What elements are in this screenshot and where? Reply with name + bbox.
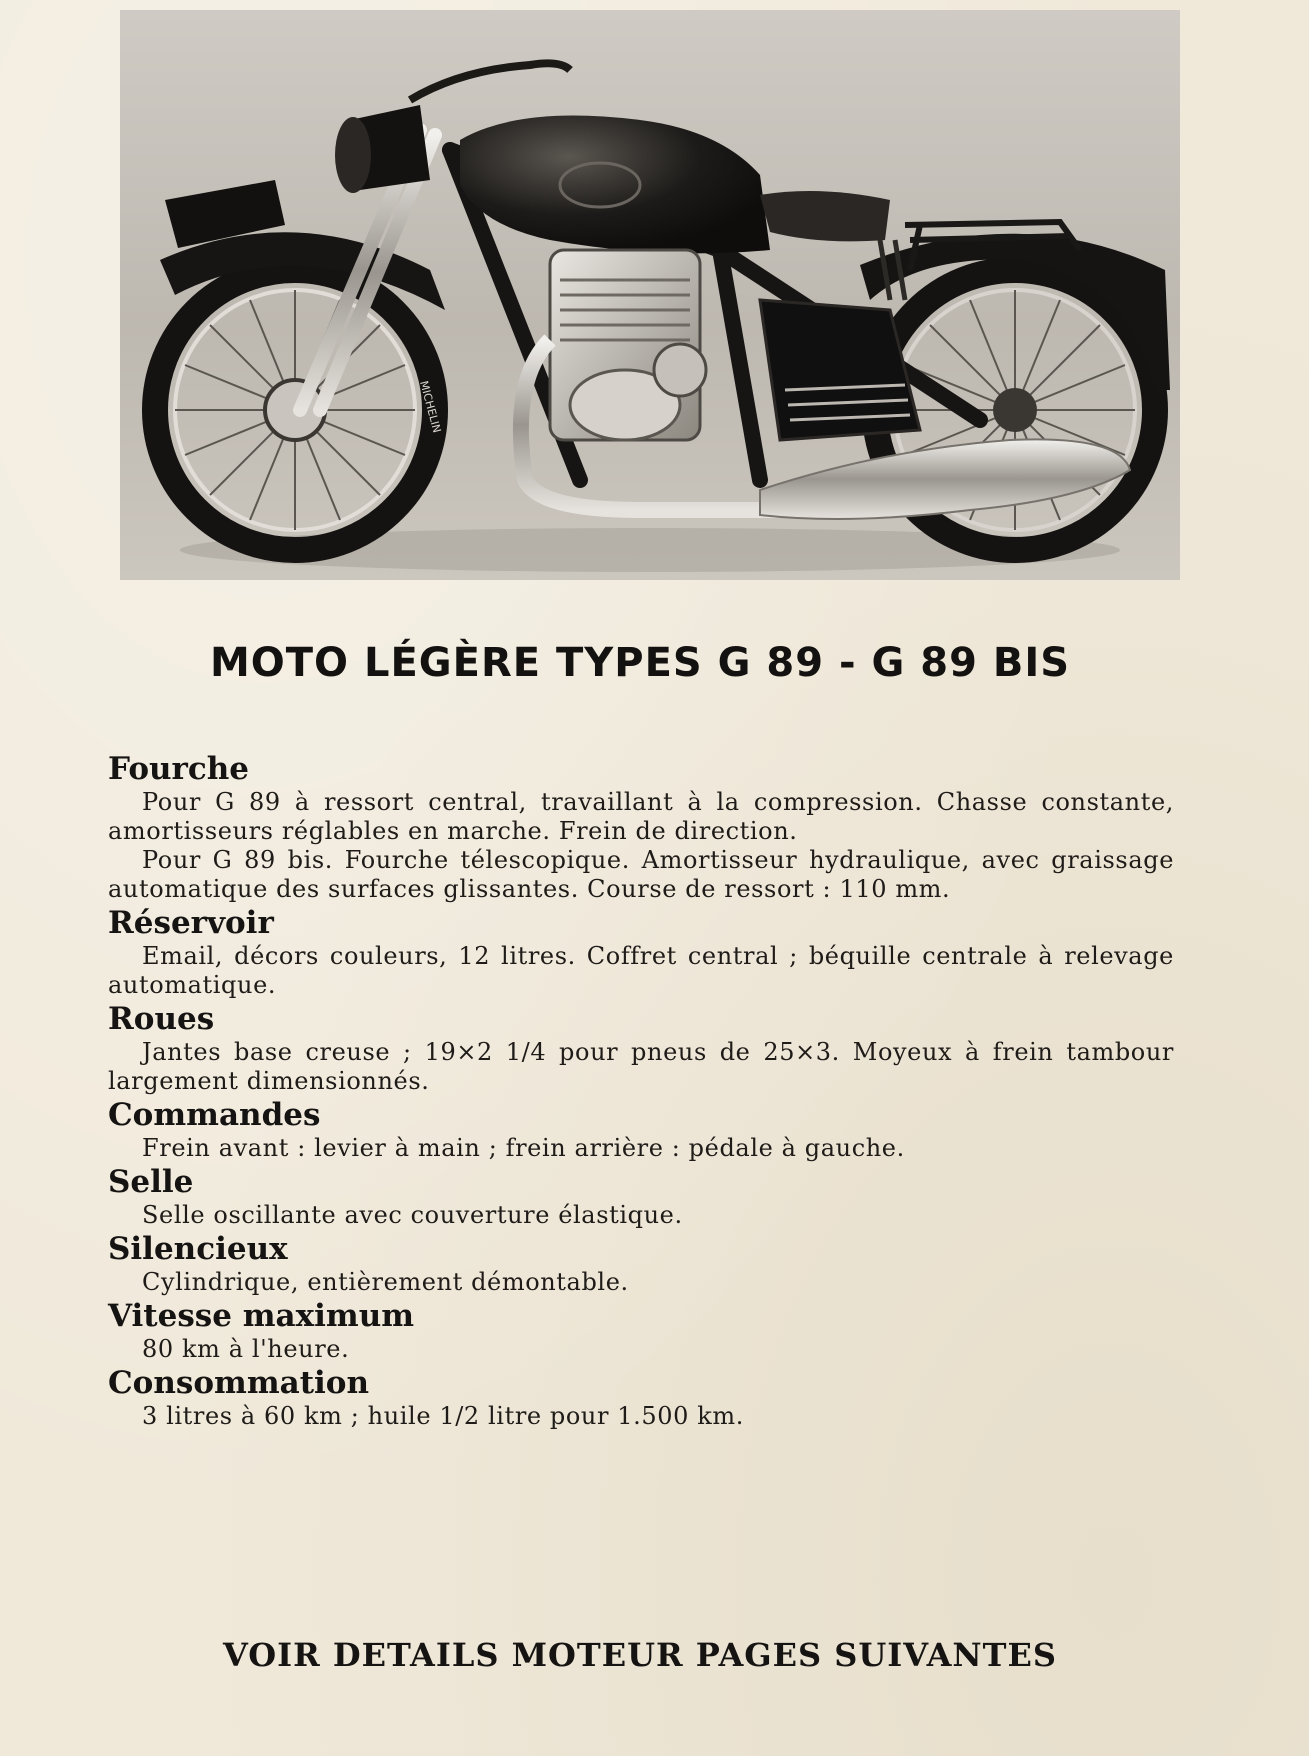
spec-section-roues — [108, 1000, 1174, 1096]
spec-text: 80 km à l'heure. — [142, 1335, 350, 1363]
spec-heading: Roues — [108, 1001, 215, 1037]
spec-section-selle — [108, 1163, 1174, 1230]
spec-section-vitesse — [108, 1297, 1174, 1364]
headlamp — [335, 105, 430, 193]
spec-section-consommation — [108, 1364, 1174, 1431]
engine — [550, 250, 706, 440]
spec-heading: Fourche — [108, 751, 249, 787]
spec-heading: Selle — [108, 1164, 194, 1200]
spec-text: Selle oscillante avec couverture élastique. — [142, 1201, 683, 1229]
spec-heading: Consommation — [108, 1365, 370, 1401]
spec-heading: Silencieux — [108, 1231, 288, 1267]
spec-text: Email, décors couleurs, 12 litres. Coffret central ; béquille centrale à relevage automatique. — [108, 942, 1174, 999]
silencer — [760, 439, 1130, 519]
spec-section-commandes — [108, 1096, 1174, 1163]
spec-text: Pour G 89 bis. Fourche télescopique. Amortisseur hydraulique, avec graissage automatique des surfaces glissantes. Course de ressort : 110 mm. — [108, 846, 1174, 903]
spec-section-reservoir — [108, 904, 1174, 1000]
spec-heading: Réservoir — [108, 905, 274, 941]
spec-heading: Vitesse maximum — [108, 1298, 415, 1334]
tire-brand-text: MICHELIN — [417, 379, 444, 435]
motorcycle-illustration — [120, 10, 1180, 580]
spec-text: Pour G 89 à ressort central, travaillant à la compression. Chasse constante, amortisseurs réglables en marche. Frein de direction. — [108, 788, 1174, 845]
motorcycle-photo — [120, 10, 1180, 580]
spec-section-silencieux — [108, 1230, 1174, 1297]
footer-note: VOIR DETAILS MOTEUR PAGES SUIVANTES — [223, 1636, 1057, 1674]
spec-text: 3 litres à 60 km ; huile 1/2 litre pour 1.500 km. — [142, 1402, 744, 1430]
page-title: MOTO LÉGÈRE TYPES G 89 - G 89 BIS — [209, 640, 1071, 686]
spec-heading: Commandes — [108, 1097, 321, 1133]
fuel-tank — [460, 116, 770, 254]
spec-text: Jantes base creuse ; 19×2 1/4 pour pneus de 25×3. Moyeux à frein tambour largement dimensionnés. — [108, 1038, 1174, 1095]
seat — [760, 191, 890, 241]
spec-text: Frein avant : levier à main ; frein arrière : pédale à gauche. — [142, 1134, 905, 1162]
spec-section-fourche — [108, 750, 1174, 904]
handlebars — [410, 63, 570, 100]
spec-list — [108, 750, 1174, 1431]
spec-text: Cylindrique, entièrement démontable. — [142, 1268, 629, 1296]
